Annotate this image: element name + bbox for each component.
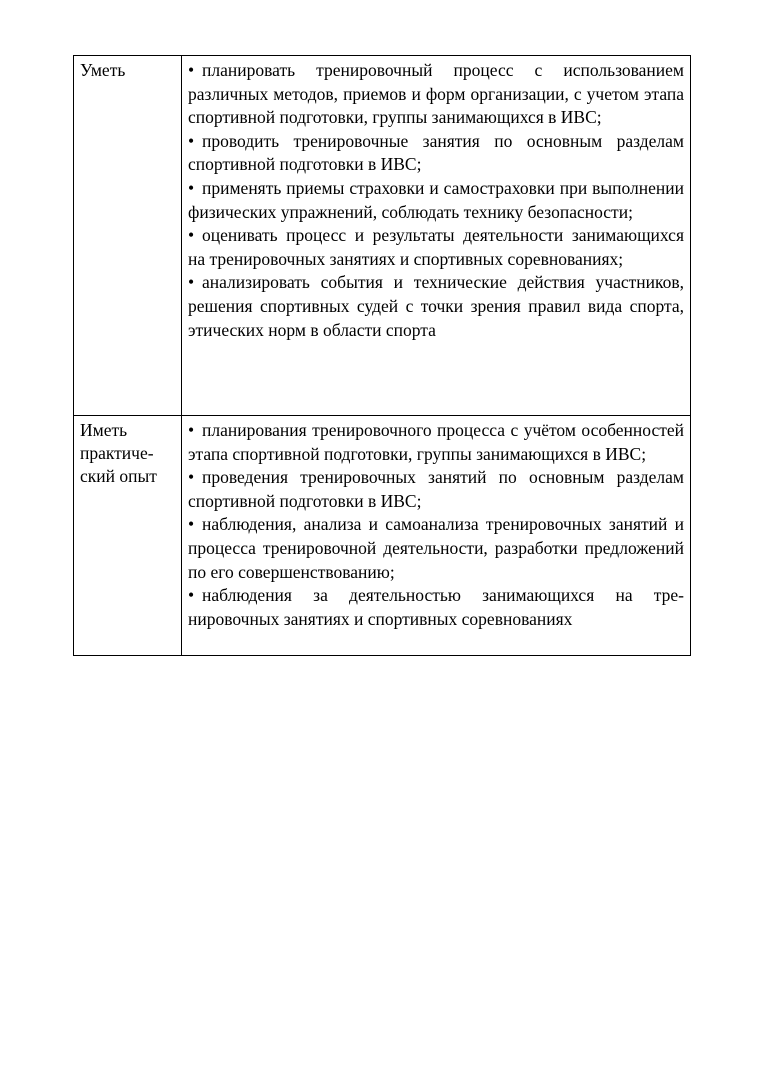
list-item-text: проводить тренировочные занятия по основным разделам спортивной подготовки в ИВС; xyxy=(188,130,684,175)
bullet-icon: • xyxy=(188,585,195,606)
list-item xyxy=(188,224,684,271)
list-item xyxy=(188,466,684,513)
list-item-text: проведения тренировочных занятий по основным разделам спортивной подготовки в ИВС; xyxy=(188,467,684,511)
list-item-text: применять приемы страховки и самостраховки при выполнении физических упражнений, соблюдать технику безопасности; xyxy=(188,177,684,222)
competency-table xyxy=(73,55,691,656)
list-item xyxy=(188,59,684,130)
list-item-text: планировать тренировочный процесс с использованием различных методов, приемов и форм организации, с учетом этапа спортивной подготовки, группы занимающихся в ИВС; xyxy=(188,60,684,128)
row-label: Уметь xyxy=(80,60,126,80)
table-row xyxy=(74,56,691,416)
row-label-line: Иметь xyxy=(80,420,128,440)
table-row xyxy=(74,416,691,656)
list-item xyxy=(188,177,684,224)
bullet-icon: • xyxy=(188,420,195,440)
bullet-icon: • xyxy=(188,60,195,80)
list-item xyxy=(188,513,684,584)
row-label-line: ский опыт xyxy=(80,466,157,486)
bullet-icon: • xyxy=(188,130,195,151)
list-item xyxy=(188,584,684,631)
list-item-text: планирования тренировочного процесса с учётом особенностей этапа спортивной подготовки, группы занимающихся в ИВС; xyxy=(188,420,684,464)
row-content-cell xyxy=(182,416,691,656)
row-label-cell xyxy=(74,416,182,656)
list-item-text: наблюдения, анализа и самоанализа тренировочных занятий и процесса тренировочной деятельности, разработки предложений по его совершенствованию; xyxy=(188,514,684,582)
list-item-text: оценивать процесс и результаты деятельности занимающихся на тренировочных занятиях и спортивных соревнованиях; xyxy=(188,225,684,269)
bullet-icon: • xyxy=(188,514,195,535)
row-label-cell xyxy=(74,56,182,416)
bullet-icon: • xyxy=(188,272,195,293)
list-item-text: наблюдения за деятельностью занимающихся на тренировочных занятиях и спортивных соревнованиях xyxy=(188,585,684,629)
list-item xyxy=(188,130,684,177)
bullet-icon: • xyxy=(188,467,195,488)
list-item xyxy=(188,419,684,466)
bullet-icon: • xyxy=(188,177,195,198)
list-item xyxy=(188,271,684,342)
bullet-icon: • xyxy=(188,225,195,246)
row-content-cell xyxy=(182,56,691,416)
list-item-text: анализировать события и технические действия участников, решения спортивных судей с точки зрения правил вида спорта, этических норм в области спорта xyxy=(188,272,684,340)
row-label-line: практиче- xyxy=(80,443,154,463)
